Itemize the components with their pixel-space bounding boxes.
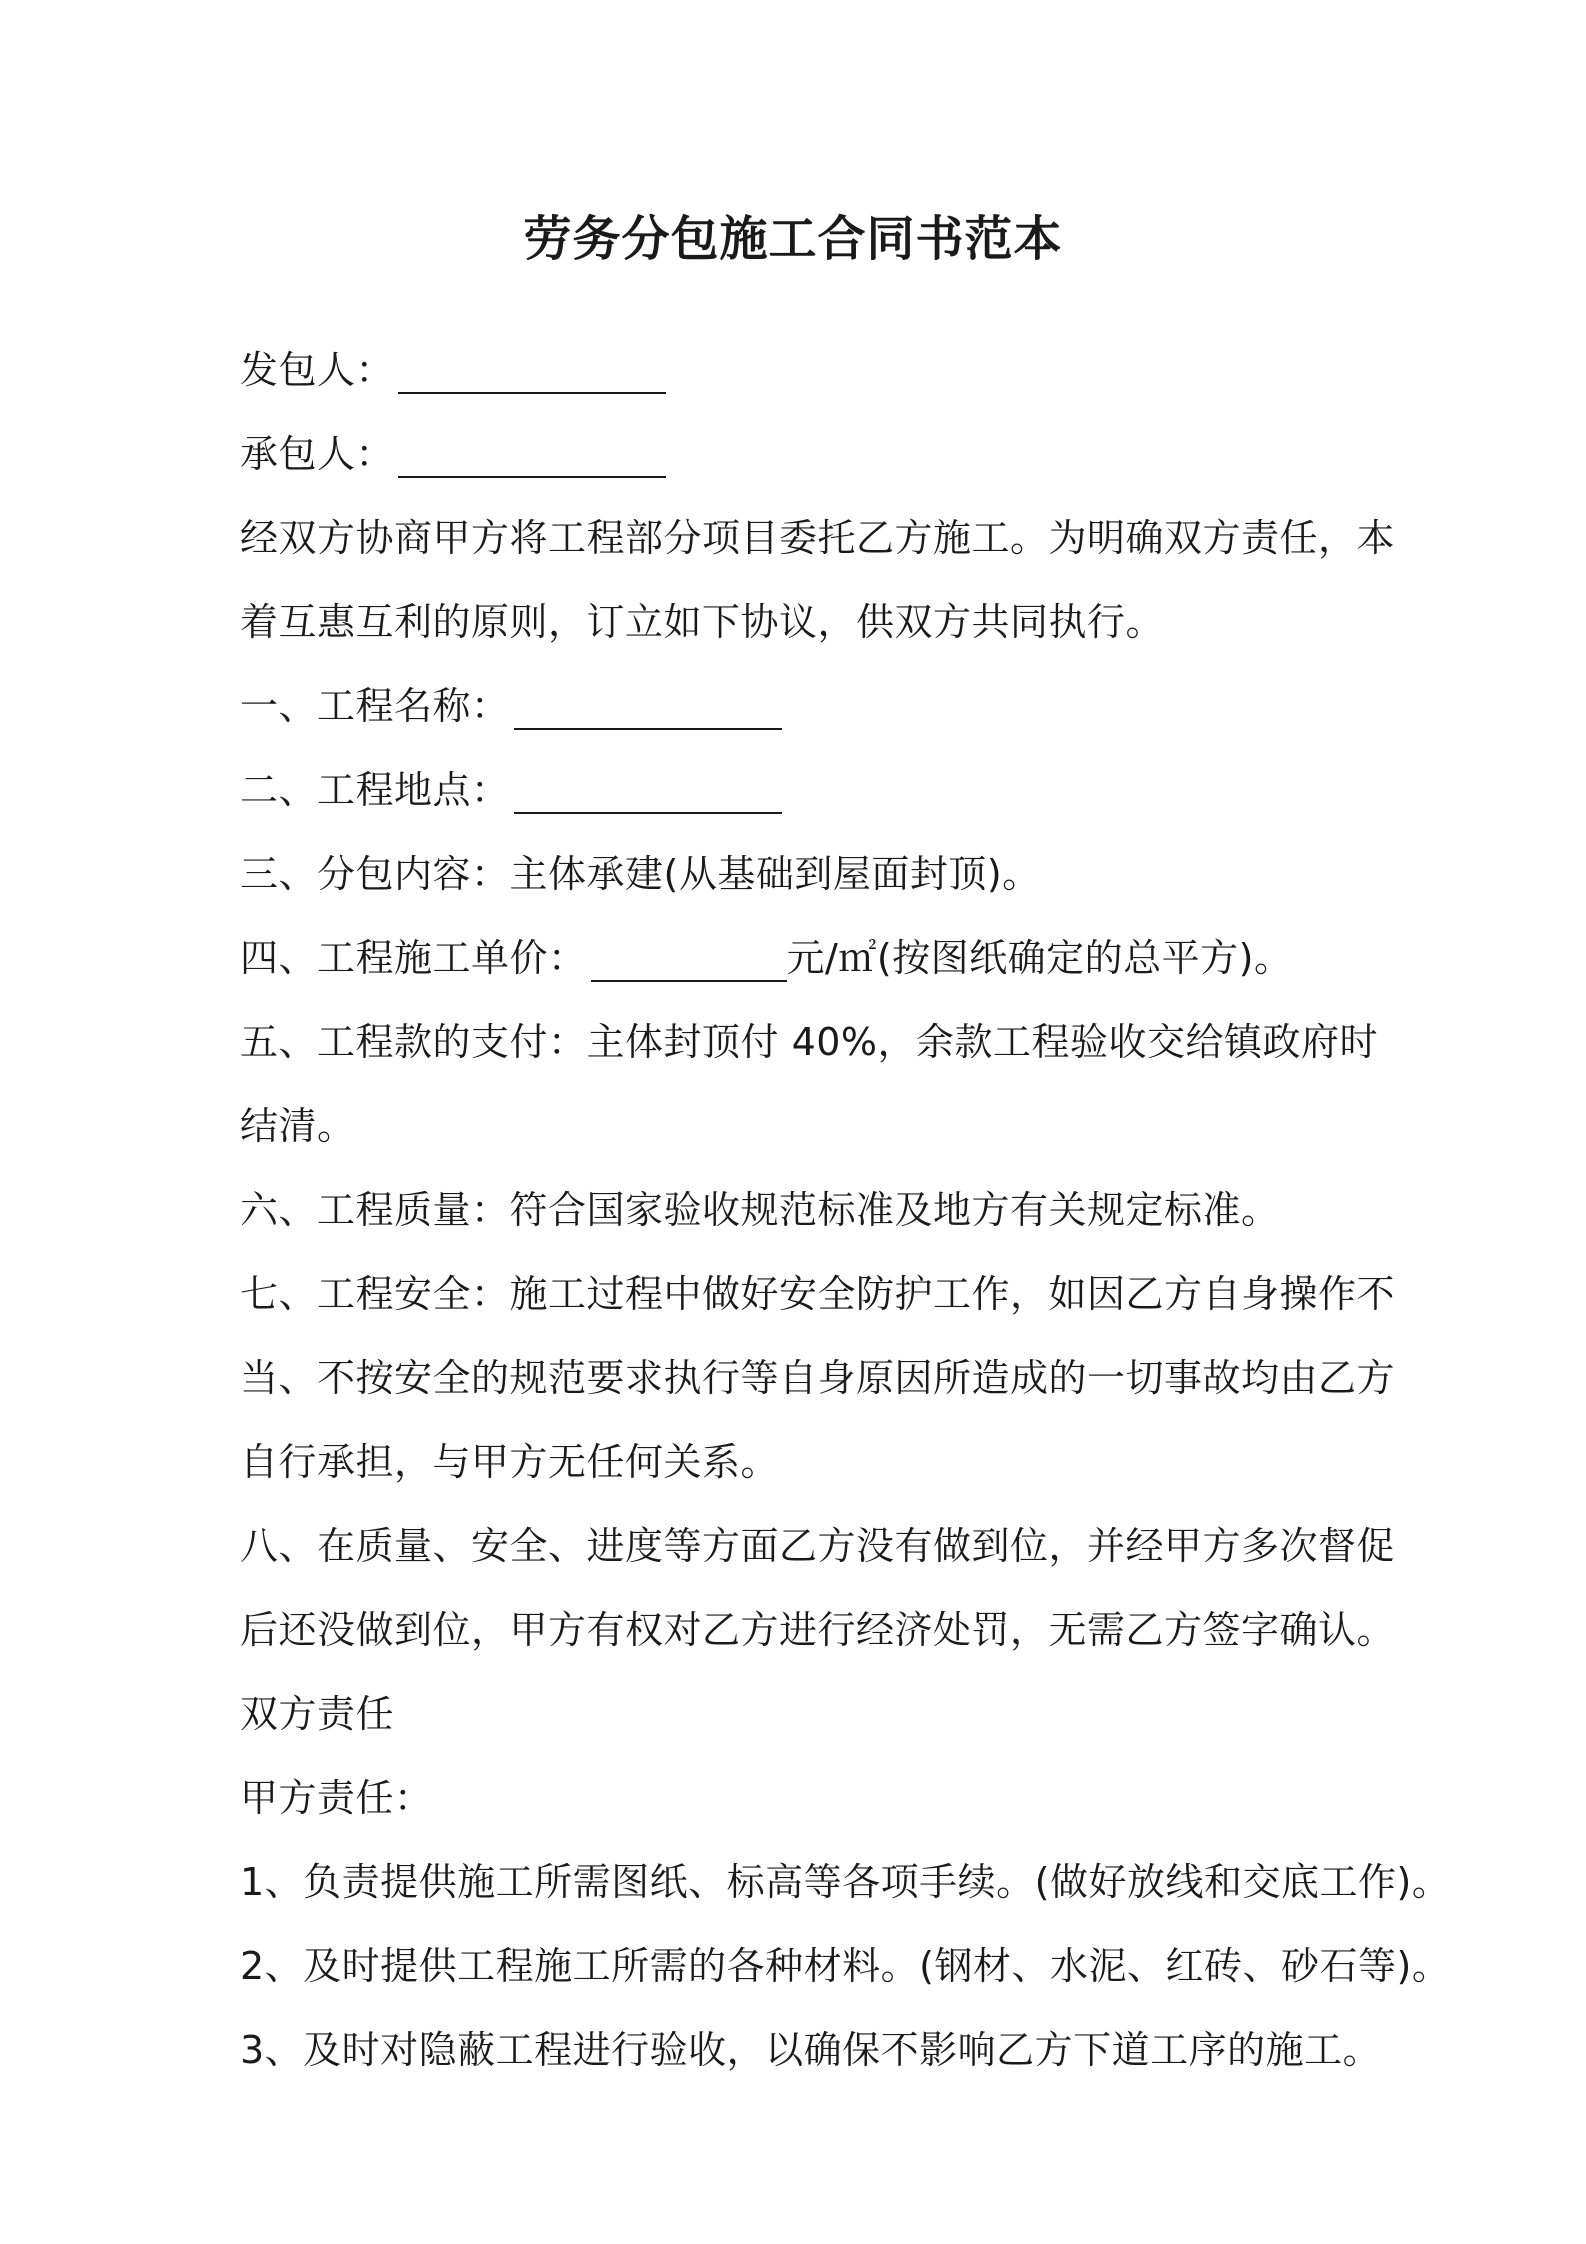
issuer-blank [398,352,666,394]
clause-2-label: 二、工程地点： [240,768,510,812]
clause-8-line-2: 后还没做到位，甲方有权对乙方进行经济处罚，无需乙方签字确认。 [240,1608,1396,1652]
project-location-blank [514,772,782,814]
clause-1-label: 一、工程名称： [240,684,510,728]
clause-6-quality: 六、工程质量：符合国家验收规范标准及地方有关规定标准。 [240,1188,1280,1232]
document-title: 劳务分包施工合同书范本 [523,211,1063,267]
contractor-blank [398,436,666,478]
clause-5-line-2: 结清。 [240,1104,356,1148]
clause-4-unit-price [240,916,1380,1000]
responsibilities-heading: 双方责任 [240,1692,395,1736]
issuer-field [240,328,1380,412]
clause-5-line-1: 五、工程款的支付：主体封顶付 40%，余款工程验收交给镇政府时 [240,1020,1379,1064]
clause-1-project-name [240,664,1380,748]
clause-2-project-location [240,748,1380,832]
party-a-item-1: 1、负责提供施工所需图纸、标高等各项手续。(做好放线和交底工作)。 [240,1860,1451,1904]
unit-price-blank [591,940,787,982]
intro-line-2: 着互惠互利的原则，订立如下协议，供双方共同执行。 [240,600,1165,644]
contractor-label: 承包人： [240,432,395,476]
project-name-blank [514,688,782,730]
clause-4-suffix: 元/㎡(按图纸确定的总平方)。 [786,936,1293,980]
party-a-heading: 甲方责任： [240,1776,433,1820]
party-a-item-3: 3、及时对隐蔽工程进行验收，以确保不影响乙方下道工序的施工。 [240,2028,1382,2072]
clause-7-line-3: 自行承担，与甲方无任何关系。 [240,1440,780,1484]
clause-3-subcontract-content: 三、分包内容：主体承建(从基础到屋面封顶)。 [240,852,1041,896]
contractor-field [240,412,1380,496]
clause-7-line-1: 七、工程安全：施工过程中做好安全防护工作，如因乙方自身操作不 [240,1272,1396,1316]
clause-7-line-2: 当、不按安全的规范要求执行等自身原因所造成的一切事故均由乙方 [240,1356,1396,1400]
party-a-item-2: 2、及时提供工程施工所需的各种材料。(钢材、水泥、红砖、砂石等)。 [240,1944,1451,1988]
clause-8-line-1: 八、在质量、安全、进度等方面乙方没有做到位，并经甲方多次督促 [240,1524,1396,1568]
clause-4-prefix: 四、工程施工单价： [240,936,587,980]
document-body [240,328,1451,2092]
intro-line-1: 经双方协商甲方将工程部分项目委托乙方施工。为明确双方责任，本 [240,516,1396,560]
issuer-label: 发包人： [240,348,395,392]
